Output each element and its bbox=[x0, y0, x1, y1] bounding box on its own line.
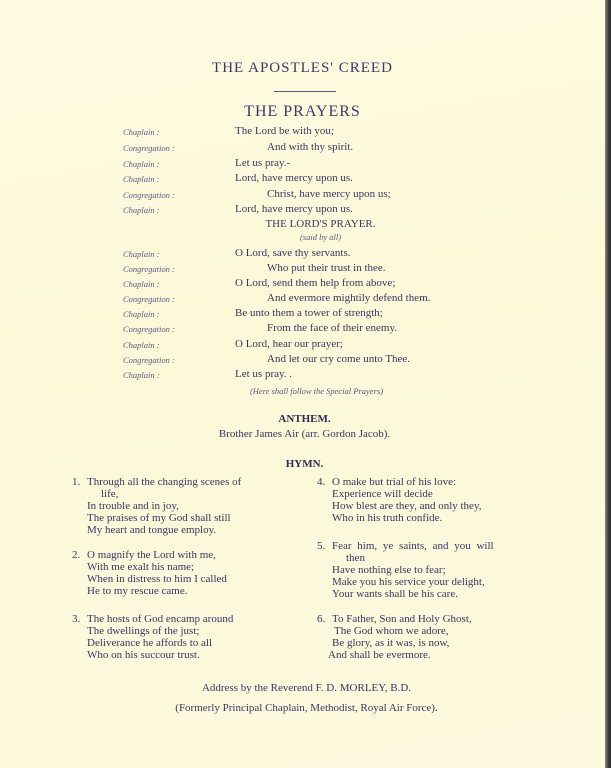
verse-number: 3. bbox=[72, 613, 81, 625]
verse-line: To Father, Son and Holy Ghost, bbox=[332, 613, 472, 625]
verse-number: 5. bbox=[317, 540, 326, 552]
hymn-verse bbox=[317, 540, 494, 600]
hymn-verse bbox=[72, 549, 227, 597]
verse-line: With me exalt his name; bbox=[87, 561, 195, 573]
verse-line: Experience will decide bbox=[332, 488, 433, 500]
verse-line: My heart and tongue employ. bbox=[87, 524, 217, 536]
verse-line: Who in his truth confide. bbox=[332, 512, 443, 524]
verse-line: The dwellings of the just; bbox=[87, 625, 200, 637]
hymn-heading: HYMN. bbox=[285, 458, 324, 470]
verse-line: The praises of my God shall still bbox=[87, 512, 231, 524]
verse-line: life, bbox=[101, 488, 119, 500]
speaker-role: Chaplain : bbox=[123, 249, 160, 259]
dialogue-line bbox=[0, 203, 605, 218]
prayers-heading: THE PRAYERS bbox=[244, 103, 361, 120]
anthem-heading: ANTHEM. bbox=[278, 413, 331, 425]
verse-line: Your wants shall be his care. bbox=[332, 588, 458, 600]
verse-line: He to my rescue came. bbox=[87, 585, 188, 597]
speaker-role: Chaplain : bbox=[123, 127, 160, 137]
hymn-verse bbox=[317, 613, 472, 661]
dialogue-line bbox=[0, 338, 605, 353]
dialogue-line bbox=[0, 172, 605, 187]
verse-number: 1. bbox=[72, 476, 81, 488]
verse-line: Be glory, as it was, is now, bbox=[332, 637, 450, 649]
dialogue-text: Christ, have mercy upon us; bbox=[267, 188, 391, 200]
speaker-role: Chaplain : bbox=[123, 205, 160, 215]
dialogue-text: Who put their trust in thee. bbox=[267, 262, 386, 274]
dialogue-line bbox=[0, 157, 605, 172]
dialogue-text: Let us pray.- bbox=[235, 157, 291, 169]
speaker-role: Congregation : bbox=[123, 355, 175, 365]
dialogue-line bbox=[0, 277, 605, 292]
verse-line: When in distress to him I called bbox=[87, 573, 227, 585]
speaker-role: Congregation : bbox=[123, 264, 175, 274]
dialogue-line bbox=[0, 307, 605, 322]
dialogue-line bbox=[0, 368, 605, 383]
anthem-text: Brother James Air (arr. Gordon Jacob). bbox=[218, 428, 391, 440]
dialogue-text: O Lord, hear our prayer; bbox=[235, 338, 343, 350]
address-speaker: Address by the Reverend F. D. MORLEY, B.D. bbox=[201, 682, 412, 694]
dialogue-text: And let our cry come unto Thee. bbox=[267, 353, 411, 365]
hymn-verse bbox=[317, 476, 482, 524]
lords-prayer-heading: THE LORD'S PRAYER. bbox=[265, 218, 376, 230]
dialogue-line bbox=[0, 322, 605, 337]
lords-prayer-note: (said by all) bbox=[299, 232, 342, 242]
dialogue-text: O Lord, send them help from above; bbox=[235, 277, 396, 289]
dialogue-text: And with thy spirit. bbox=[267, 141, 354, 153]
page-title: THE APOSTLES' CREED bbox=[212, 60, 393, 76]
dialogue-text: From the face of their enemy. bbox=[267, 322, 398, 334]
title-divider bbox=[274, 91, 336, 92]
dialogue-text: And evermore mightily defend them. bbox=[267, 292, 431, 304]
dialogue-line bbox=[0, 292, 605, 307]
speaker-role: Chaplain : bbox=[123, 309, 160, 319]
dialogue-line bbox=[0, 247, 605, 262]
verse-line: And shall be evermore. bbox=[328, 649, 431, 661]
verse-line: Who on his succour trust. bbox=[87, 649, 200, 661]
dialogue-text: Be unto them a tower of strength; bbox=[235, 307, 383, 319]
verse-line: The God whom we adore, bbox=[334, 625, 449, 637]
speaker-role: Chaplain : bbox=[123, 370, 160, 380]
verse-line: In trouble and in joy, bbox=[87, 500, 179, 512]
speaker-role: Congregation : bbox=[123, 190, 175, 200]
verse-line: then bbox=[346, 552, 365, 564]
verse-line: Deliverance he affords to all bbox=[87, 637, 213, 649]
speaker-role: Congregation : bbox=[123, 324, 175, 334]
speaker-role: Chaplain : bbox=[123, 340, 160, 350]
verse-number: 6. bbox=[317, 613, 326, 625]
page-edge-shadow bbox=[605, 0, 611, 768]
dialogue-text: O Lord, save thy servants. bbox=[235, 247, 351, 259]
verse-line: O make but trial of his love: bbox=[332, 476, 457, 488]
verse-line: O magnify the Lord with me, bbox=[87, 549, 216, 561]
verse-line: Through all the changing scenes of bbox=[87, 476, 242, 488]
verse-number: 4. bbox=[317, 476, 326, 488]
speaker-role: Chaplain : bbox=[123, 174, 160, 184]
speaker-role: Congregation : bbox=[123, 143, 175, 153]
address-credentials: (Formerly Principal Chaplain, Methodist, Royal Air Force). bbox=[175, 702, 438, 714]
dialogue-line bbox=[0, 141, 605, 156]
special-prayers-note: (Here shall follow the Special Prayers) bbox=[249, 386, 384, 396]
dialogue-text: The Lord be with you; bbox=[235, 125, 334, 137]
hymn-verse bbox=[72, 613, 234, 661]
dialogue-line bbox=[0, 262, 605, 277]
speaker-role: Chaplain : bbox=[123, 279, 160, 289]
dialogue-text: Lord, have mercy upon us. bbox=[235, 203, 353, 215]
dialogue-text: Lord, have mercy upon us. bbox=[235, 172, 353, 184]
verse-number: 2. bbox=[72, 549, 81, 561]
verse-line: Have nothing else to fear; bbox=[332, 564, 446, 576]
hymn-verse bbox=[72, 476, 242, 536]
speaker-role: Chaplain : bbox=[123, 159, 160, 169]
verse-line: How blest are they, and only they, bbox=[332, 500, 482, 512]
dialogue-text: Let us pray. . bbox=[235, 368, 293, 380]
dialogue-line bbox=[0, 353, 605, 368]
dialogue-line bbox=[0, 125, 605, 140]
verse-line: The hosts of God encamp around bbox=[87, 613, 234, 625]
verse-line: Fear him, ye saints, and you will bbox=[332, 540, 494, 552]
dialogue-line bbox=[0, 188, 605, 203]
verse-line: Make you his service your delight, bbox=[332, 576, 485, 588]
speaker-role: Congregation : bbox=[123, 294, 175, 304]
